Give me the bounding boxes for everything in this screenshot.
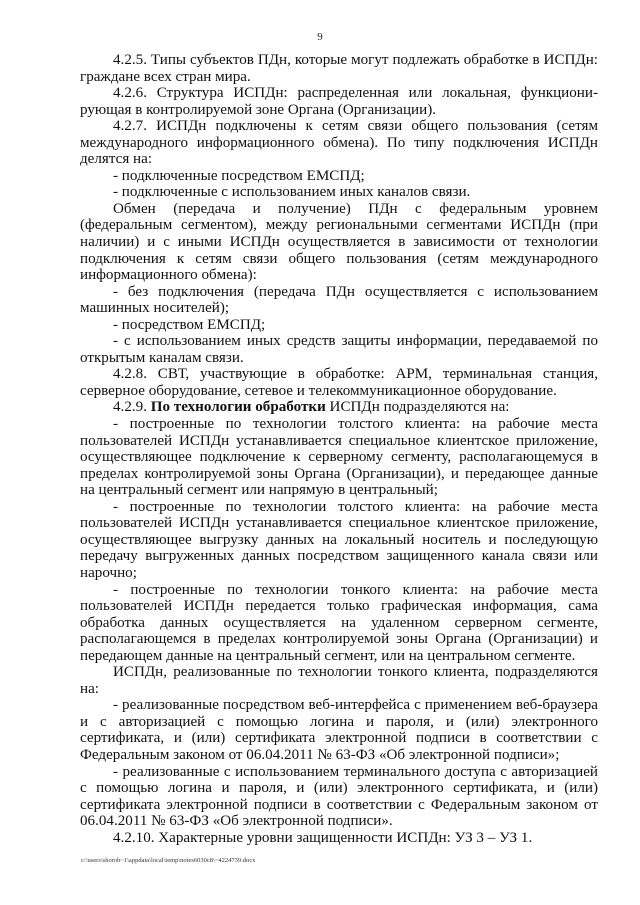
list-item: - подключенные с использованием иных каналов связи. bbox=[113, 184, 471, 201]
list-item: - построенные по технологии тонкого клиента: на рабочие места пользователей ИСПДн передается только графическая информация, сама обработка данных осуществляется на удаленном серверном сегменте, располагающемся в пределах контролируемой зоны Органа (Организации) и передающем данные на центральный сегмент, или на центральном сегменте. bbox=[80, 581, 598, 664]
document-body bbox=[80, 52, 598, 846]
paragraph-4-2-10: 4.2.10. Характерные уровни защищенности ИСПДн: УЗ 3 – УЗ 1. bbox=[113, 829, 533, 846]
list-item: - реализованные с использованием терминального доступа с авторизацией с помощью логина и пароля, и (или) электронного сертификата, и (или) сертификата электронной подписи в соответствии с Федеральным законом от 06.04.2011 № 63-ФЗ «Об электронной подписи». bbox=[80, 763, 598, 830]
list-item: - без подключения (передача ПДн осуществляется с использованием машинных носителей); bbox=[80, 283, 598, 317]
list-item: - построенные по технологии толстого клиента: на рабочие места пользователей ИСПДн устанавливается специальное клиентское приложение, осуществляющее выгрузку данных на локальный носитель и последующую передачу выгруженных данных посредством защищенного канала связи или нарочно; bbox=[80, 498, 598, 581]
paragraph-4-2-5: 4.2.5. Типы субъектов ПДн, которые могут подлежать обработке в ИСПДн: граждане всех стран мира. bbox=[80, 52, 598, 85]
paragraph-4-2-8: 4.2.8. СВТ, участвующие в обработке: АРМ, терминальная станция, серверное оборудование, сетевое и телекоммуникационное оборудование. bbox=[80, 366, 598, 399]
paragraph-4-2-6: 4.2.6. Структура ИСПДн: распределенная или локальная, функциони-рующая в контролируемой зоне Органа (Организации). bbox=[80, 85, 598, 118]
paragraph-4-2-9 bbox=[80, 399, 598, 416]
paragraph-prefix: 4.2.9. bbox=[113, 399, 151, 416]
paragraph-exchange: Обмен (передача и получение) ПДн с федеральным уровнем (федеральным сегментом), между региональными сегментами ИСПДн (при наличии) и с иными ИСПДн осуществляется в зависимости от технологии подключения к сетям связи общего пользования (сетям международного информационного обмена): bbox=[80, 200, 598, 284]
paragraph-suffix: ИСПДн подразделяются на: bbox=[325, 399, 510, 416]
list-item: - построенные по технологии толстого клиента: на рабочие места пользователей ИСПДн устанавливается специальное клиентское приложение, осуществляющее подключение к серверному сегменту, располагающемуся в пределах контролируемой зоны Органа (Организации), и передающее данные на центральный сегмент или напрямую в центральный; bbox=[80, 416, 598, 499]
list-item: - с использованием иных средств защиты информации, передаваемой по открытым каналам связи. bbox=[80, 333, 598, 366]
list-item: - подключенные посредством ЕМСПД; bbox=[113, 167, 365, 184]
paragraph-4-2-7: 4.2.7. ИСПДн подключены к сетям связи общего пользования (сетям международного информационного обмена). По типу подключения ИСПДн делятся на: bbox=[80, 118, 598, 168]
paragraph-thin-client: ИСПДн, реализованные по технологии тонкого клиента, подразделяются на: bbox=[80, 664, 598, 697]
list-item: - посредством ЕМСПД; bbox=[113, 316, 266, 333]
list-item: - реализованные посредством веб-интерфейса с применением веб-браузера и с авторизацией с помощью логина и пароля, и (или) электронного сертификата, и (или) сертификата электронной подписи в соответствии с Федеральным законом от 06.04.2011 № 63-ФЗ «Об электронной подписи»; bbox=[80, 697, 598, 763]
page-number: 9 bbox=[317, 31, 323, 43]
footer-file-path: c:\users\shorob~1\appdata\local\temp\notes6030c8\~4224739.docx bbox=[81, 857, 256, 864]
bold-phrase: По технологии обработки bbox=[150, 399, 326, 416]
